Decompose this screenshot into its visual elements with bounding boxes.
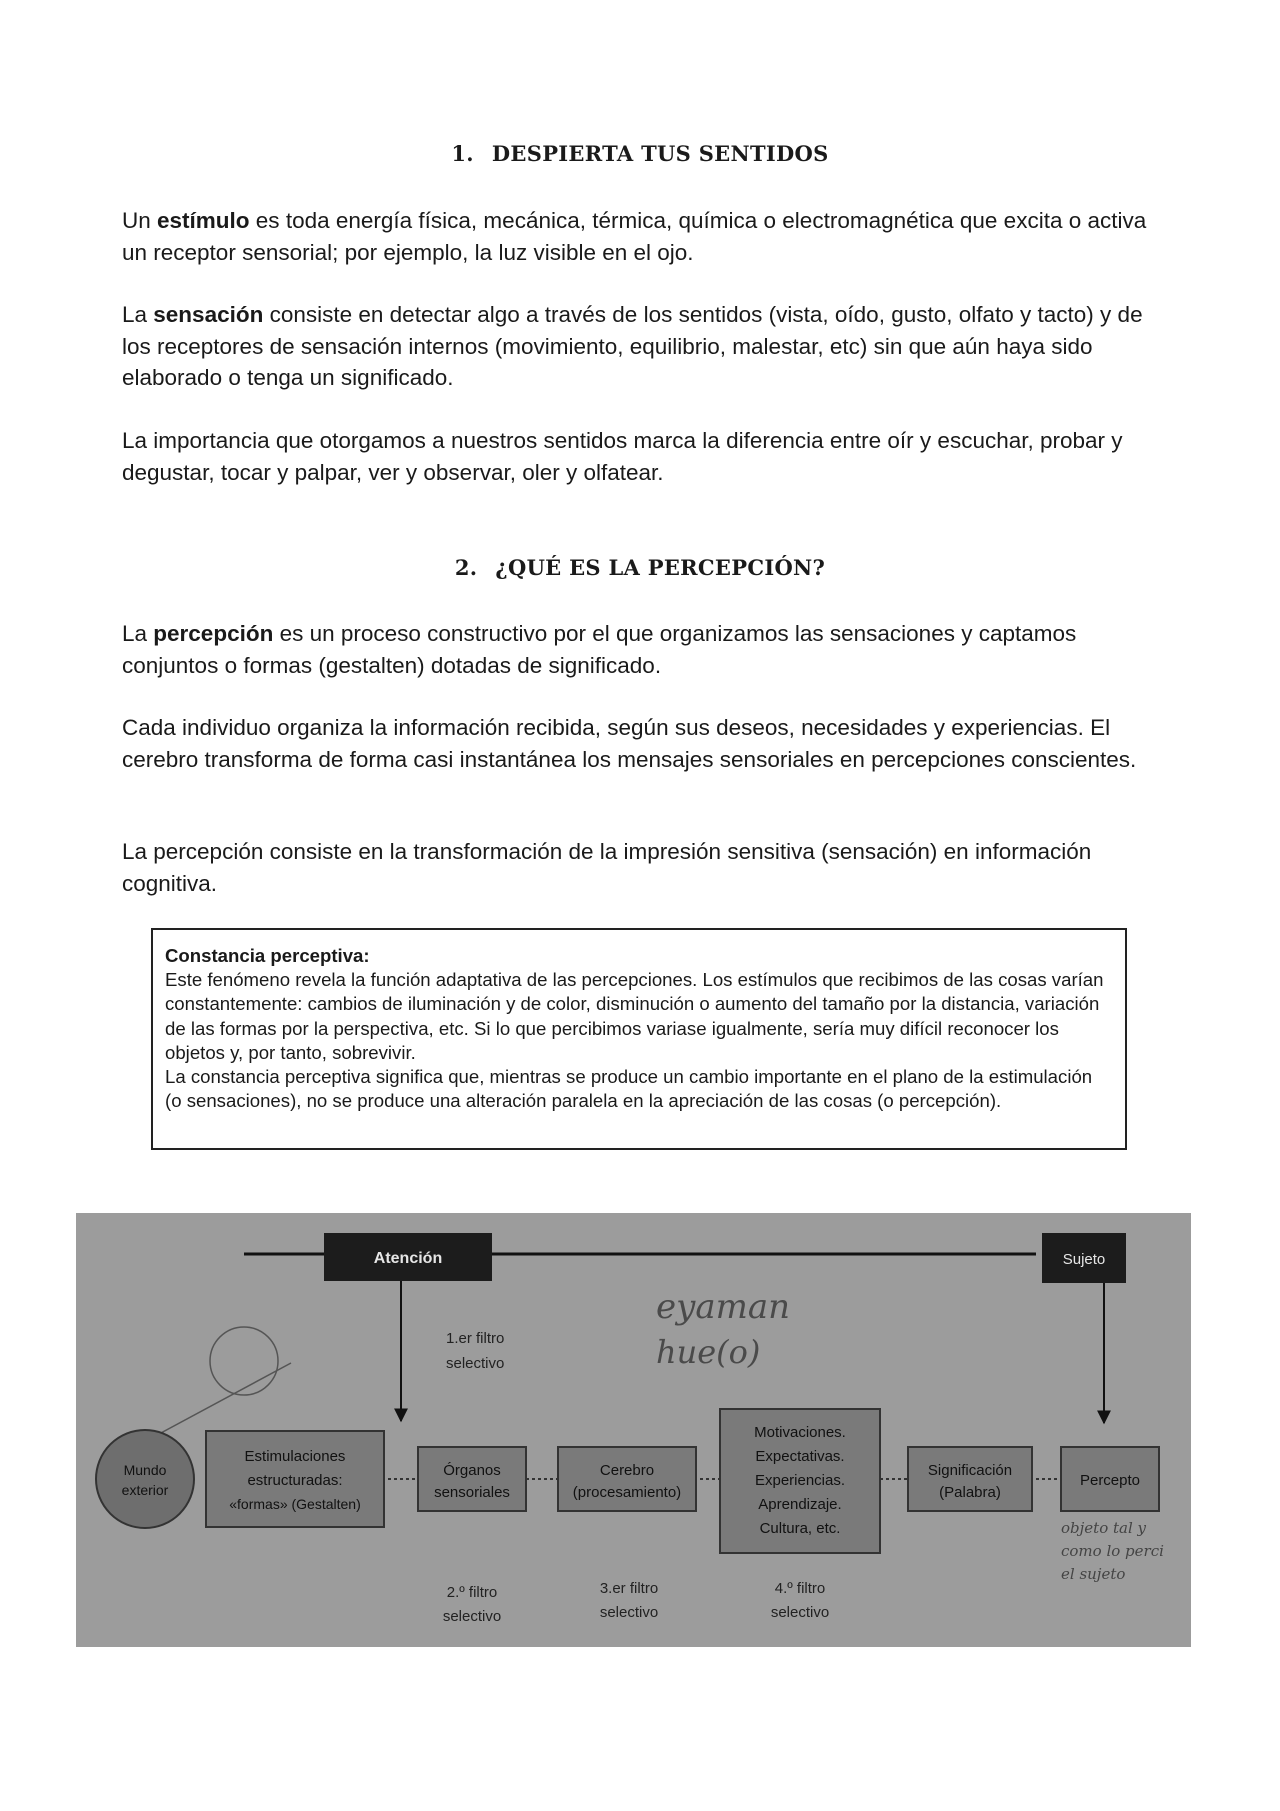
constancia-perceptiva-box: [151, 928, 1127, 1150]
section-1-title: DESPIERTA TUS SENTIDOS: [491, 141, 829, 166]
motivaciones-line4: Aprendizaje.: [758, 1496, 842, 1513]
filtro-3-line1: 3.er filtro: [599, 1580, 659, 1597]
perception-process-diagram: [76, 1213, 1191, 1647]
term-percepcion: percepción: [153, 621, 274, 646]
mundo-line1: Mundo: [123, 1462, 167, 1478]
organos-box: [418, 1447, 526, 1511]
filtro-1-line1: 1.er filtro: [446, 1330, 505, 1347]
mundo-line2: exterior: [121, 1482, 169, 1498]
percepto-label: Percepto: [1079, 1472, 1141, 1489]
section-2-title: ¿QUÉ ES LA PERCEPCIÓN?: [495, 555, 826, 580]
filtro-3-line2: selectivo: [599, 1604, 659, 1621]
motivaciones-line5: Cultura, etc.: [759, 1520, 841, 1537]
box-text-1: Este fenómeno revela la función adaptativa de las percepciones. Los estímulos que recibimos de las cosas varían constantemente: cambios de iluminación y de color, disminución o aumento del tamaño por la distancia, variación de las formas por la perspectiva, etc. Si lo que percibimos variase igualmente, sería muy difícil reconocer los objetos y, por tanto, sobrevivir.: [165, 969, 1104, 1063]
atencion-label: Atención: [373, 1250, 443, 1267]
term-sensacion: sensación: [153, 302, 264, 327]
filtro-4-line2: selectivo: [770, 1604, 830, 1621]
paragraph-estimulo: Un estímulo es toda energía física, mecánica, térmica, química o electromagnética que excita o activa un receptor sensorial; por ejemplo, la luz visible en el ojo.: [122, 208, 1147, 265]
term-estimulo: estímulo: [157, 208, 250, 233]
section-1-heading: [0, 141, 1280, 166]
estimulaciones-line1: Estimulaciones: [244, 1448, 346, 1465]
sujeto-label: Sujeto: [1062, 1251, 1106, 1268]
organos-line2: sensoriales: [434, 1484, 510, 1501]
box-title: Constancia perceptiva:: [165, 945, 370, 966]
cerebro-line2: (procesamiento): [572, 1484, 682, 1501]
paragraph-transformacion: La percepción consiste en la transformación de la impresión sensitiva (sensación) en información cognitiva.: [122, 839, 1092, 896]
doodle-circle: [210, 1327, 278, 1395]
filtro-1-line2: selectivo: [446, 1355, 505, 1372]
estimulaciones-line2: estructuradas:: [247, 1472, 343, 1489]
filtro-2-line2: selectivo: [442, 1608, 502, 1625]
motivaciones-line3: Experiencias.: [754, 1472, 846, 1489]
cerebro-box: [558, 1447, 696, 1511]
paragraph-percepcion: La percepción es un proceso constructivo por el que organizamos las sensaciones y captamos conjuntos o formas (gestalten) dotadas de significado.: [122, 621, 1077, 678]
paragraph-sensacion: La sensación consiste en detectar algo a través de los sentidos (vista, oído, gusto, olfato y tacto) y de los receptores de sensación internos (movimiento, equilibrio, malestar, etc) sin que aún haya sido elaborado o tenga un significado.: [122, 302, 1143, 390]
section-1-number: 1.: [451, 141, 474, 166]
handwriting-eyaman: eyaman: [656, 1287, 791, 1327]
handwriting-hueco: hue(o): [656, 1333, 761, 1371]
significacion-line1: Significación: [927, 1462, 1013, 1479]
organos-line1: Órganos: [443, 1462, 501, 1479]
cerebro-line1: Cerebro: [599, 1462, 655, 1479]
filtro-4-line1: 4.º filtro: [774, 1580, 826, 1597]
motivaciones-line1: Motivaciones.: [754, 1424, 846, 1441]
handwriting-como: como lo perci: [1061, 1542, 1164, 1560]
filtro-2-line1: 2.º filtro: [446, 1584, 498, 1601]
doodle-line: [146, 1363, 291, 1441]
estimulaciones-line3: «formas» (Gestalten): [229, 1496, 361, 1512]
handwriting-sujeto: el sujeto: [1061, 1565, 1126, 1583]
paragraph-importancia: La importancia que otorgamos a nuestros sentidos marca la diferencia entre oír y escuchar, probar y degustar, tocar y palpar, ver y observar, oler y olfatear.: [122, 428, 1123, 485]
diagram-svg: [76, 1213, 1191, 1647]
motivaciones-line2: Expectativas.: [755, 1448, 845, 1465]
significacion-box: [908, 1447, 1032, 1511]
mundo-exterior-circle: [96, 1430, 194, 1528]
box-text-2: La constancia perceptiva significa que, mientras se produce un cambio importante en el plano de la estimulación (o sensaciones), no se produce una alteración paralela en la apreciación de las cosas (o percepción).: [165, 1066, 1093, 1112]
handwriting-objeto: objeto tal y: [1061, 1519, 1146, 1537]
paragraph-individuo: Cada individuo organiza la información recibida, según sus deseos, necesidades y experiencias. El cerebro transforma de forma casi instantánea los mensajes sensoriales en percepciones conscientes.: [122, 715, 1137, 772]
significacion-line2: (Palabra): [939, 1484, 1001, 1501]
section-2-number: 2.: [454, 555, 478, 580]
section-2-heading: [0, 555, 1280, 580]
